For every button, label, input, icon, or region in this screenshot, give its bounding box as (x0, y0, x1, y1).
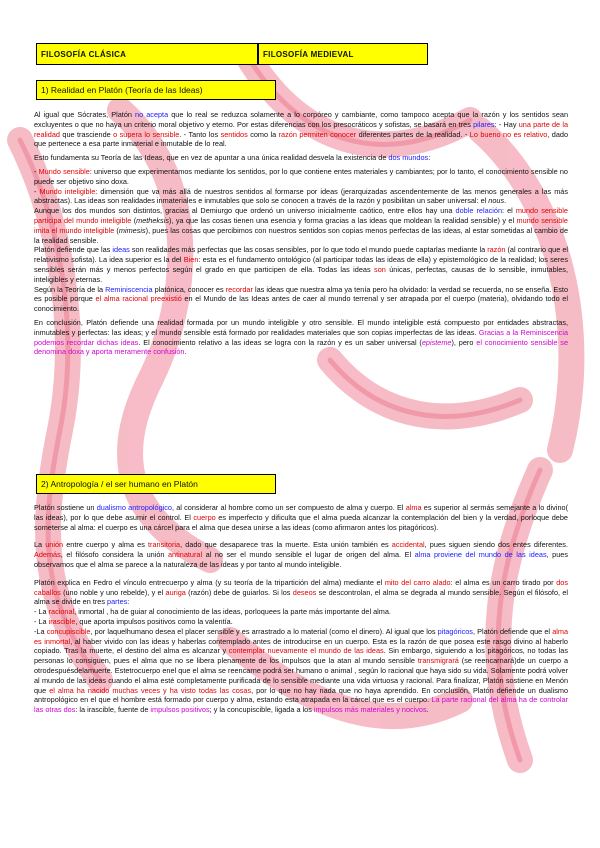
highlighted-text: recordar (225, 284, 253, 294)
highlighted-text: Mundo inteligible (39, 186, 96, 196)
highlighted-text: son (374, 264, 386, 274)
highlighted-text: impulsos más materiales y nocivos (313, 705, 427, 715)
paragraph (34, 540, 568, 569)
highlighted-text: alma es inmortal (34, 626, 569, 646)
highlighted-text: episteme (421, 337, 452, 347)
highlighted-text: unión (45, 540, 64, 550)
text-run: Aunque los dos mundos son distintos, gracias al Demiurgo que ordenó un universo inicialmente caótico, entre ellos hay una (34, 206, 456, 216)
section-2-body (34, 503, 568, 719)
highlighted-text: antinatural (168, 550, 203, 560)
text-run: - (34, 186, 40, 196)
highlighted-text: racional (48, 607, 75, 617)
text-run: entre cuerpo y alma es (63, 540, 149, 550)
text-run: . - Tanto los (179, 129, 221, 139)
highlighted-text: Además (34, 550, 61, 560)
text-run: : - Hay (494, 119, 519, 129)
text-run: - La (34, 607, 49, 617)
highlighted-text: doble relación (455, 206, 503, 216)
text-run: , pues siguen siendo dos entes diferentes. (424, 540, 568, 550)
highlighted-text: Bien (183, 255, 199, 265)
highlighted-text: pilares (473, 119, 495, 129)
highlighted-text: una parte de la realidad (34, 119, 569, 139)
text-run: son realidades más perfectas que las cosas sensibles, por lo que todo el mundo puede captarlas mediante la (129, 245, 488, 255)
text-run: ( (114, 225, 119, 235)
highlighted-text: no acepta (135, 110, 169, 119)
paragraph (34, 627, 568, 715)
paragraph (34, 578, 568, 607)
highlighted-text: pitagóricos (437, 626, 473, 636)
highlighted-text: ideas (112, 245, 130, 255)
text-run: , al haber vivido con las ideas y haberlas contemplado antes de introducirse en un cuerpo. Esta es la razón de que posea este rasgo divino al haberlo copiado. Tras la muerte, el destino del alma es alcanzar y (34, 636, 568, 656)
text-run: . El conocimiento relativo a las ideas se logra con la razón y es un saber universal ( (138, 337, 422, 347)
text-run: se descontrolan, el alma se degrada al mundo sensible. Según el filósofo, el alma se divide en tres (34, 587, 568, 607)
paragraph (34, 167, 568, 187)
text-run: : esta es el fundamento ontológico (al participar todas las ideas de ella) y epistemológico de la realidad; los seres sensibles serán más y menos perfectos según el grado en que participen de ella. Todas las ideas (34, 255, 568, 274)
text-run: como la (247, 129, 279, 139)
highlighted-text: accidental (391, 540, 425, 550)
text-run: ), pues las cosas que percibimos con nuestros sentidos son copias menos perfectas de las ideas, al estar sometidas al cambio de la realidad sensible. (34, 225, 569, 245)
paragraph (34, 153, 568, 163)
highlighted-text: deseos (292, 587, 317, 597)
highlighted-text: concupiscible (46, 626, 91, 636)
text-run: , el filósofo considera la unión (60, 550, 168, 560)
text-run: es imperfecto y dificulta que el alma pueda alcanzar la contemplación del bien y la verdad, porloque debe someterse al alma: el cuerpo es una cárcel para el alma que desea unirse a las ideas (como afirmaron antes los pitagóricos). (34, 512, 568, 532)
paragraph (34, 285, 568, 314)
text-run: es superior al sermás semejante a lo divino( las ideas), por lo que debe asumir el control. El (34, 503, 569, 522)
text-run: las ideas que nuestra alma ya tenía pero ha olvidado: la verdad se recuerda, no se enseña. Esto es posible porque (34, 284, 569, 304)
highlighted-text: mundo sensible imita el mundo inteligible (34, 215, 568, 235)
text-run: . (426, 705, 429, 715)
text-run: : universo que experimentamos mediante los sentidos, por lo que contiene entes materiales y cambiantes; por lo tanto, el conocimiento sensible no puede ser objetivo sino doxa. (34, 166, 568, 186)
highlighted-text: el alma ha nacido muchas veces y ha visto todas las cosas (49, 685, 252, 695)
highlighted-text: dualismo antropológico (96, 503, 172, 512)
text-run: - La (34, 616, 49, 626)
highlighted-text: contemplar nuevamente el mundo de las ideas (228, 646, 384, 656)
highlighted-text: alma proviene del mundo de las ideas (414, 550, 547, 560)
text-run: que trasciende (59, 129, 114, 139)
text-run: Al igual que Sócrates, Platón (34, 110, 136, 119)
paragraph (34, 617, 568, 627)
paragraph (34, 318, 568, 357)
highlighted-text: dos mundos (388, 153, 429, 163)
text-run: Platón defiende que las (34, 245, 113, 255)
text-run: . (184, 347, 187, 357)
text-run: . (504, 196, 507, 206)
highlighted-text: mundo sensible participa del mundo inteligible (34, 206, 568, 225)
text-run: Platón explica en Fedro el vínculo entrecuerpo y alma (y su teoría de la tripartición del alma) mediante el (34, 577, 385, 587)
text-run: , al considerar al hombre como un ser compuesto de alma y cuerpo. El (171, 503, 406, 512)
highlighted-text: el conocimiento sensible se denomina doxa y aporta meramente confusión (34, 337, 569, 357)
text-run: ; y la concupiscible, ligada a los (209, 705, 314, 715)
highlighted-text: razón (487, 245, 506, 255)
text-run: -La (34, 626, 47, 636)
text-run: - (34, 166, 39, 176)
text-run: : (127, 597, 130, 607)
text-run: , que aporta impulsos positivos como la valentía. (75, 616, 233, 626)
text-run: platónica, conocer es (152, 284, 226, 294)
text-run: : el (502, 206, 516, 216)
highlighted-text: sentidos (220, 129, 248, 139)
highlighted-text: dos caballos (34, 577, 568, 597)
highlighted-text: partes (107, 597, 128, 607)
text-run: , dado que desaparece tras la muerte. Esta unión también es (180, 540, 392, 550)
highlighted-text: metheksis (136, 215, 169, 225)
text-run: . Sin embargo, siguiendo a los pitagóricos, no todas las personas lo consiguen, pues el alma que no se libera plenamente de los impulsos que la atan al mundo sensible (34, 646, 568, 666)
highlighted-text: alma (405, 503, 422, 512)
highlighted-text: cuerpo (193, 512, 216, 522)
text-run: : la irascible, fuente de (75, 705, 151, 715)
highlighted-text: irascible (48, 616, 76, 626)
paragraph (34, 187, 568, 207)
highlighted-text: La parte racional del alma ha de controlar las otras dos (34, 695, 568, 715)
paragraph (34, 245, 568, 284)
highlighted-text: transmigrará (417, 656, 459, 666)
text-run: que lo real se reduzca solamente a lo corpóreo y cambiante, como tampoco acepta que la razón y los sentidos sean excluyentes o que no haya un criterio moral objetivo y eterno. Por estas diferencias con los presocráticos y sofistas, se basará en tres (34, 110, 568, 129)
text-run: , inmortal , ha de guiar al conocimiento de las ideas, porloquees la parte más importante del alma. (74, 607, 391, 617)
text-run: , por laquelhumano desea el placer sensible y es arrastrado a lo material (como el dinero). Al igual que los (90, 626, 438, 636)
text-run: ( (131, 215, 137, 225)
highlighted-text: transitoria (148, 540, 181, 550)
highlighted-text: auriga (165, 587, 186, 597)
text-run: diferentes partes de la realidad. - (356, 129, 470, 139)
highlighted-text: Lo bueno no es relativo (469, 129, 548, 139)
text-run: (razón) debe de guiarlos. Si los (185, 587, 293, 597)
paragraph (34, 206, 568, 245)
highlighted-text: razón permiten conocer (278, 129, 357, 139)
text-run: , Platón defiende que el (472, 626, 553, 636)
highlighted-text: Gracias a la Reminiscencia podemos recordar dichas ideas (34, 327, 568, 347)
text-run: (se reencarnará)de un cuerpo a otrodespuésdelamuerte. Estetrocuerpo enel que el alma se reencarne podrá ser humano o animal , según lo racional que haya sido su vida. Solamente podrá volver al mundo de las ideas cuando el alma esté completamente purificada de lo sensible mediante una vida virtuosa y racional. Para finalizar, Platón sostiene en Menón que (34, 656, 569, 695)
text-run: , pues observamos que el alma se parece a la naturaleza de las ideas y por tanto al mundo inteligible. (34, 550, 568, 569)
highlighted-text: el alma racional preexistió (95, 294, 182, 304)
paragraph (34, 503, 568, 532)
text-run: La (34, 540, 46, 550)
text-run: : dimensión que va más allá de nuestros sentidos al formarse por ideas (jerarquizadas ascendentemente de las menos generales a las más abstractas). Las ideas son realidades inmateriales e inmutables que solo se conocen a través de la razón y posibilitan un saber universal: el (34, 186, 568, 206)
text-run: en el Mundo de las Ideas antes de caer al mundo terrenal y ser atrapada por el cuerpo (materia), olvidando todo el conocimiento. (34, 294, 568, 314)
section-1-title: 1) Realidad en Platón (Teoría de las Ideas) (36, 80, 276, 100)
text-run: al no ser el mundo sensible el lugar de origen del alma. El (202, 550, 415, 560)
text-run: Esto fundamenta su Teoría de las Ideas, que en vez de apuntar a una única realidad desvela la existencia de (34, 153, 389, 163)
section-2-title: 2) Antropología / el ser humano en Platón (36, 474, 276, 494)
text-run: : el alma es un carro tirado por (450, 577, 557, 587)
highlighted-text: impulsos positivos (150, 705, 210, 715)
paragraph (34, 110, 568, 149)
text-run: , por lo que no hay nada que no haya aprendido. En conclusión, Platón defiende un dualismo antropológico en el que el hombre está formado por cuerpo y alma, estando esta atrapada en la cárcel que es el cuerpo. (34, 685, 569, 705)
text-run: ), ya que las cosas tienen una esencia y forma gracias a las ideas que moldean la realidad sensible) y el (168, 215, 517, 225)
highlighted-text: mito del carro alado (384, 577, 451, 587)
header-classical-philosophy: FILOSOFÍA CLÁSICA (36, 43, 258, 65)
text-run: Según la Teoría de la (34, 284, 106, 294)
highlighted-text: nous (488, 196, 505, 206)
highlighted-text: o supera lo sensible (113, 129, 180, 139)
header-medieval-philosophy: FILOSOFÍA MEDIEVAL (258, 43, 428, 65)
paragraph (34, 607, 568, 617)
text-run: En conclusión, Platón defiende una realidad formada por un mundo inteligible y otro sensible. El mundo inteligible está compuesto por entidades abstractas, inmutables y perfectas: las ideas; y el mundo sensible está formado por realidades materiales que son copias imperfectas de las ideas. (34, 317, 568, 337)
text-run: (uno noble y uno rebelde), y el (60, 587, 166, 597)
section-1-body (34, 110, 568, 361)
text-run: únicas, perfectas, causas de lo sensible, inmutables, inteligibles y eternas. (34, 264, 568, 284)
text-run: , dado que pertenece a esa parte inmaterial e inmutable de lo real. (34, 129, 568, 149)
text-run: (al contrario que el relativismo sofista). La idea superior es la del (34, 245, 568, 265)
highlighted-text: Reminiscencia (105, 284, 153, 294)
highlighted-text: Mundo sensible (38, 166, 90, 176)
highlighted-text: mimesis (118, 225, 146, 235)
text-run: Platón sostiene un (34, 503, 97, 512)
text-run: ), pero (451, 337, 477, 347)
text-run: : (428, 153, 431, 163)
